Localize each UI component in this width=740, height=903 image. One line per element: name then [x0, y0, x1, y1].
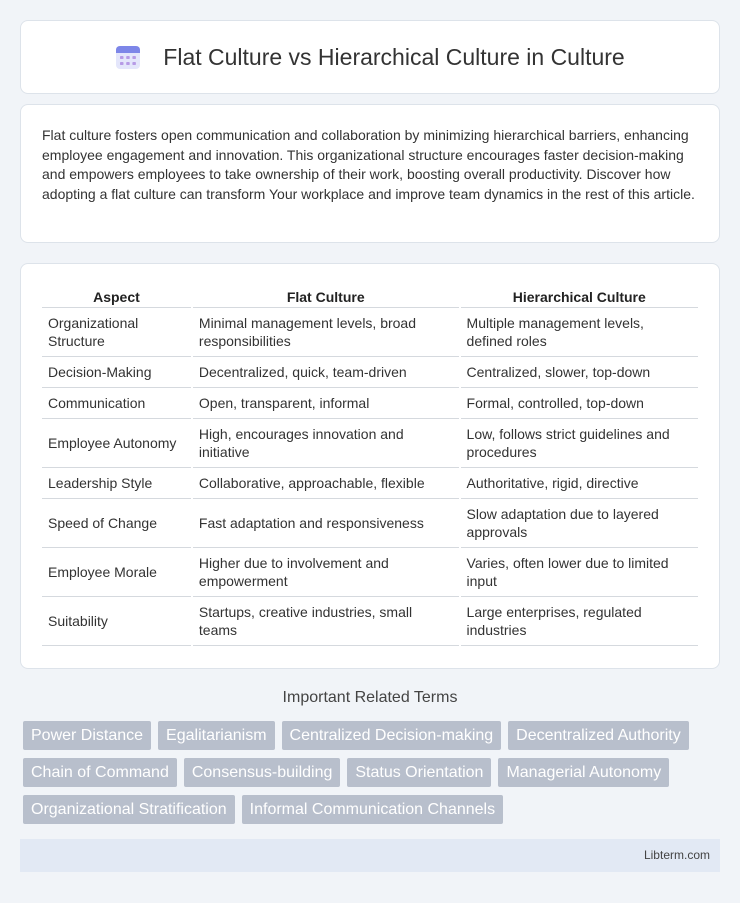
intro-text: Flat culture fosters open communication and collaboration by minimizing hierarchical barriers, enhancing employee engagement and innovation. This organizational structure encourages faster decision-making and empowers employees to take ownership of their work, boosting overall productivity. Discover how adopting a flat culture can transform Your workplace and improve team dynamics in the rest of this article.	[42, 127, 695, 202]
footer	[20, 839, 720, 872]
comparison-table	[40, 286, 700, 646]
table-row	[42, 548, 698, 597]
table-header-row	[42, 286, 698, 308]
header-flat-culture: Flat Culture	[193, 286, 459, 308]
cell-hierarchical: Formal, controlled, top-down	[461, 388, 698, 419]
cell-hierarchical: Multiple management levels, defined roles	[461, 308, 698, 357]
cell-hierarchical: Slow adaptation due to layered approvals	[461, 499, 698, 548]
related-term-tag[interactable]: Centralized Decision-making	[282, 721, 502, 750]
related-terms-list	[23, 721, 723, 824]
table-row	[42, 468, 698, 499]
header	[115, 44, 624, 71]
table-row	[42, 357, 698, 388]
cell-aspect: Suitability	[42, 597, 191, 646]
page-title: Flat Culture vs Hierarchical Culture in Culture	[163, 43, 625, 70]
related-term-tag[interactable]: Decentralized Authority	[508, 721, 689, 750]
related-term-tag[interactable]: Informal Communication Channels	[242, 795, 503, 824]
related-term-tag[interactable]: Consensus-building	[184, 758, 341, 787]
cell-aspect: Organizational Structure	[42, 308, 191, 357]
related-term-tag[interactable]: Egalitarianism	[158, 721, 274, 750]
cell-aspect: Communication	[42, 388, 191, 419]
cell-flat: Minimal management levels, broad responsibilities	[193, 308, 459, 357]
intro-card	[20, 104, 720, 243]
cell-aspect: Employee Autonomy	[42, 419, 191, 468]
cell-aspect: Employee Morale	[42, 548, 191, 597]
related-term-tag[interactable]: Power Distance	[23, 721, 151, 750]
related-term-tag[interactable]: Status Orientation	[347, 758, 491, 787]
cell-flat: Open, transparent, informal	[193, 388, 459, 419]
cell-flat: Higher due to involvement and empowerment	[193, 548, 459, 597]
header-hierarchical-culture: Hierarchical Culture	[461, 286, 698, 308]
cell-flat: Fast adaptation and responsiveness	[193, 499, 459, 548]
cell-hierarchical: Large enterprises, regulated industries	[461, 597, 698, 646]
cell-hierarchical: Low, follows strict guidelines and procedures	[461, 419, 698, 468]
cell-hierarchical: Authoritative, rigid, directive	[461, 468, 698, 499]
calendar-icon	[115, 44, 141, 70]
related-term-tag[interactable]: Managerial Autonomy	[498, 758, 669, 787]
header-card	[20, 20, 720, 94]
comparison-card	[20, 263, 720, 669]
cell-flat: High, encourages innovation and initiative	[193, 419, 459, 468]
cell-flat: Collaborative, approachable, flexible	[193, 468, 459, 499]
header-aspect: Aspect	[42, 286, 191, 308]
cell-hierarchical: Varies, often lower due to limited input	[461, 548, 698, 597]
cell-aspect: Decision-Making	[42, 357, 191, 388]
table-row	[42, 499, 698, 548]
cell-aspect: Speed of Change	[42, 499, 191, 548]
table-row	[42, 308, 698, 357]
cell-hierarchical: Centralized, slower, top-down	[461, 357, 698, 388]
table-row	[42, 419, 698, 468]
cell-aspect: Leadership Style	[42, 468, 191, 499]
related-terms-title: Important Related Terms	[282, 689, 458, 706]
table-row	[42, 388, 698, 419]
footer-brand-link[interactable]: Libterm.com	[643, 848, 710, 862]
table-row	[42, 597, 698, 646]
related-term-tag[interactable]: Organizational Stratification	[23, 795, 235, 824]
cell-flat: Decentralized, quick, team-driven	[193, 357, 459, 388]
cell-flat: Startups, creative industries, small teams	[193, 597, 459, 646]
related-term-tag[interactable]: Chain of Command	[23, 758, 177, 787]
